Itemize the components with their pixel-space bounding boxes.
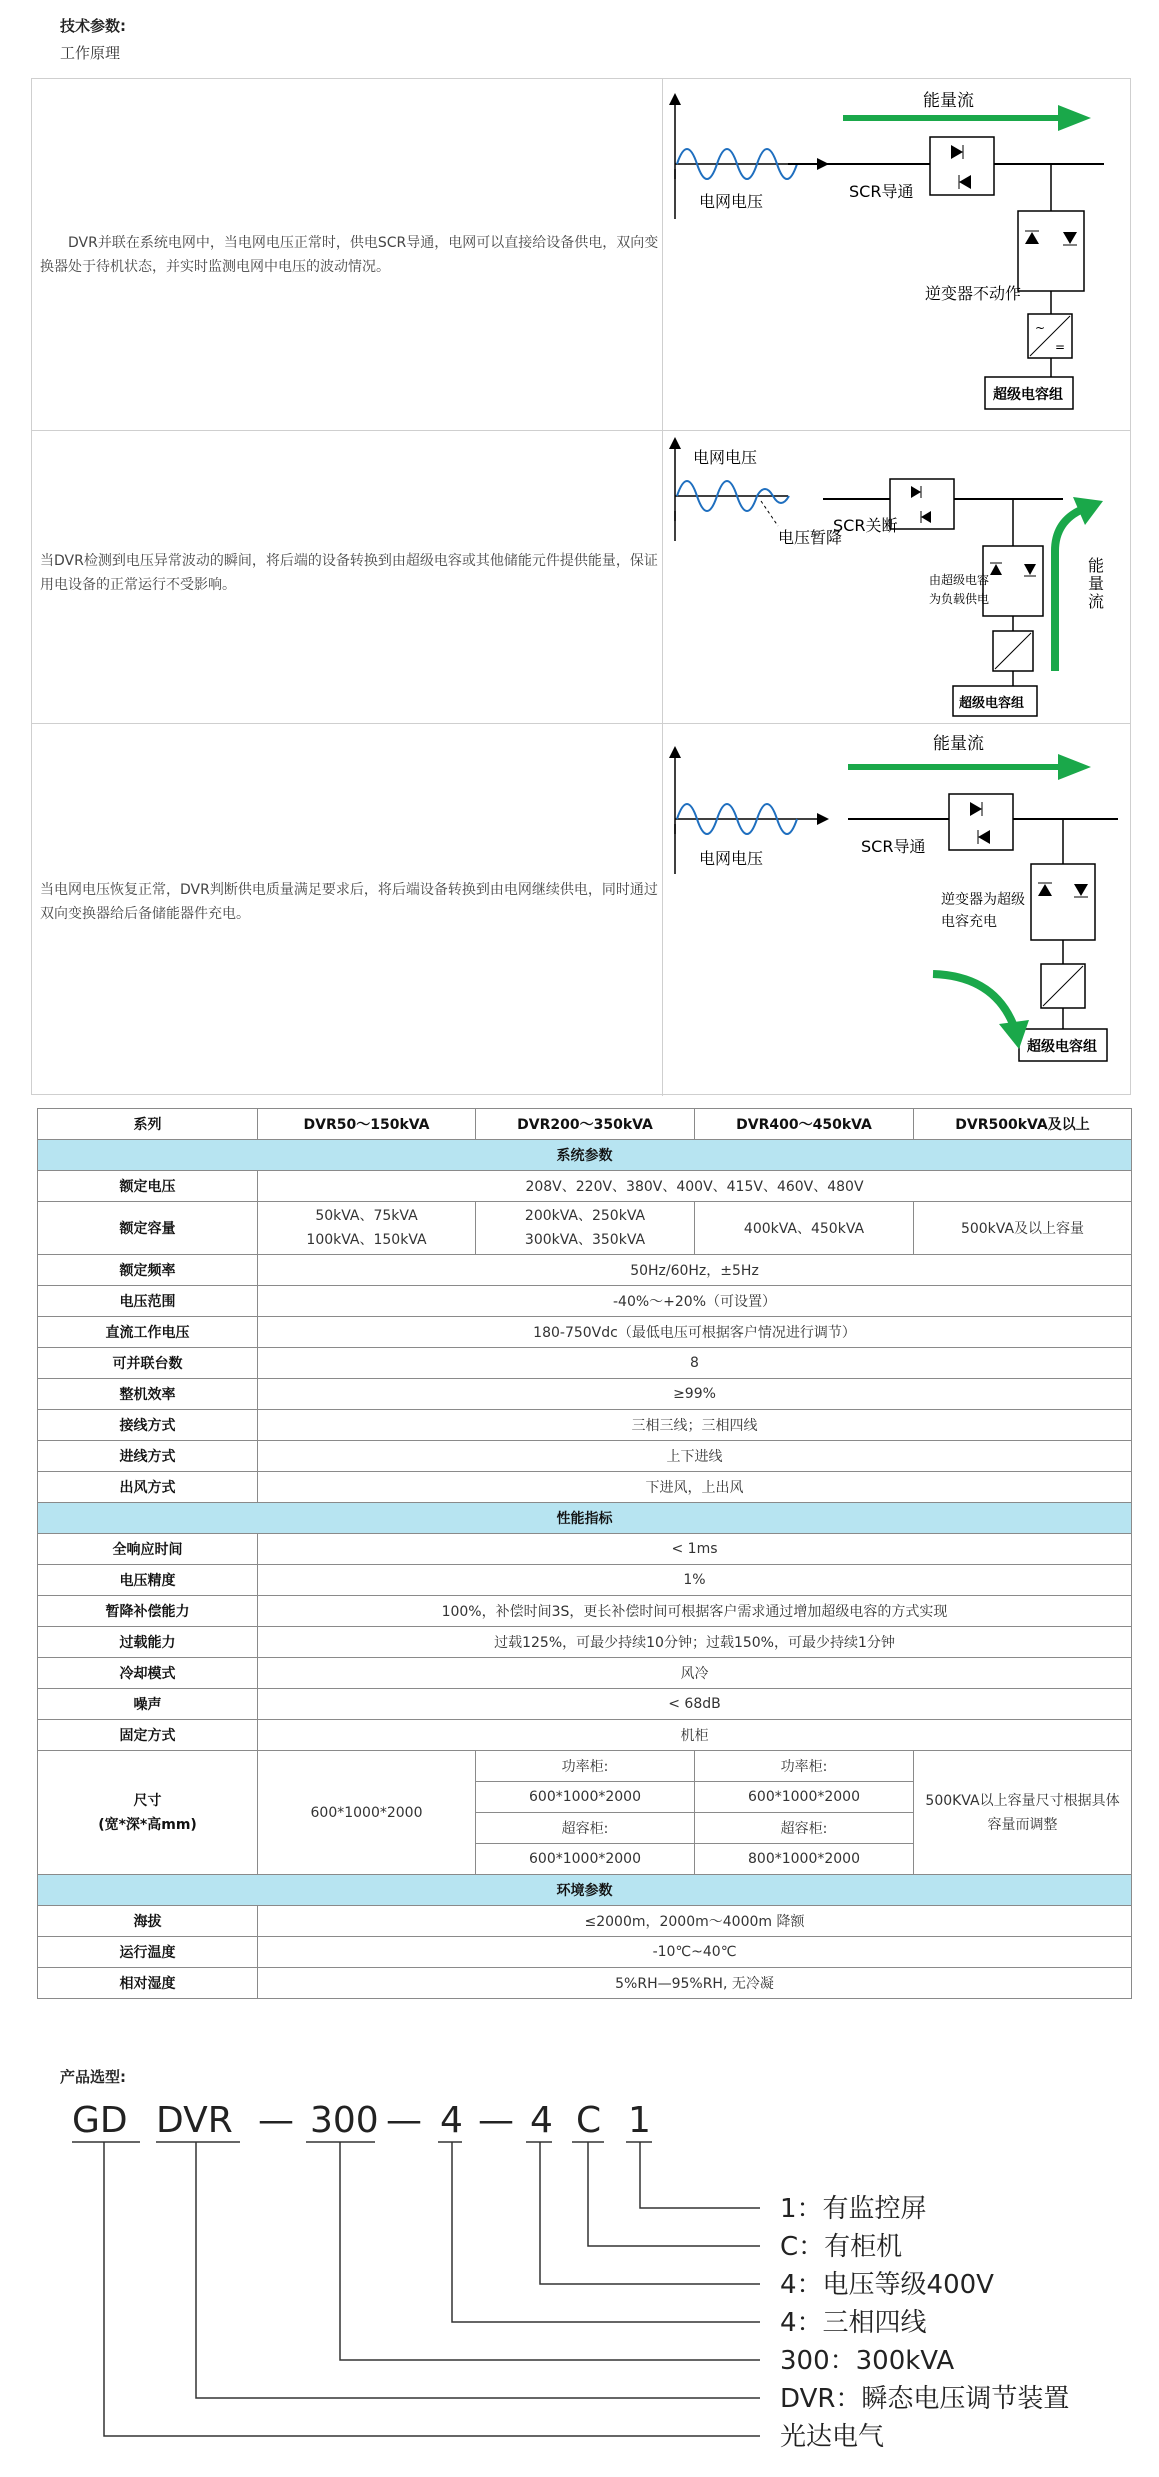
row-value: 上下进线 (258, 1441, 1132, 1472)
row-label: 额定容量 (38, 1202, 258, 1255)
row-value: -40%～+20%（可设置） (258, 1286, 1132, 1317)
table-row (38, 1937, 1132, 1968)
label-grid-voltage-2: 电网电压 (693, 448, 758, 467)
table-row (38, 1472, 1132, 1503)
label-supercap-2: 超级电容组 (959, 696, 1025, 711)
size-power-2: 600*1000*2000 (476, 1782, 695, 1813)
size-col-1: 600*1000*2000 (258, 1751, 476, 1875)
row-value: 风冷 (258, 1658, 1132, 1689)
code-dash-1: — (258, 2100, 294, 2141)
row-label: 整机效率 (38, 1379, 258, 1410)
diagram-recover (663, 724, 1131, 1096)
principle-text-sag: 当DVR检测到电压异常波动的瞬间，将后端的设备转换到由超级电容或其他储能元件提供能量，保证用电设备的正常运行不受影响。 (40, 553, 658, 593)
capacity-col-3: 400kVA、450kVA (695, 1202, 914, 1255)
table-row (38, 1689, 1132, 1720)
meaning-6: DVR：瞬态电压调节装置 (780, 2384, 1070, 2414)
size-cap-3: 800*1000*2000 (695, 1844, 914, 1875)
label-scr: SCR导通 (849, 182, 914, 201)
row-label: 出风方式 (38, 1472, 258, 1503)
principle-text-recover: 当电网电压恢复正常，DVR判断供电质量满足要求后，将后端设备转换到由电网继续供电，同时通过双向变换器给后备储能器件充电。 (40, 882, 658, 922)
size-cap-2: 600*1000*2000 (476, 1844, 695, 1875)
table-row (38, 1379, 1132, 1410)
row-label: 固定方式 (38, 1720, 258, 1751)
table-row (38, 1255, 1132, 1286)
table-row (38, 1596, 1132, 1627)
size-power-3: 600*1000*2000 (695, 1782, 914, 1813)
page-title: 技术参数: (60, 17, 126, 35)
label-supercap-3: 超级电容组 (1027, 1039, 1097, 1055)
row-label: 相对湿度 (38, 1968, 258, 1999)
section-system: 系统参数 (38, 1140, 1132, 1171)
row-value: 下进风，上出风 (258, 1472, 1132, 1503)
principle-text-normal: DVR并联在系统电网中，当电网电压正常时，供电SCR导通，电网可以直接给设备供电，双向变换器处于待机状态，并实时监测电网中电压的波动情况。 (40, 235, 659, 275)
row-value: 100%，补偿时间3S，更长补偿时间可根据客户需求通过增加超级电容的方式实现 (258, 1596, 1132, 1627)
row-label: 额定电压 (38, 1171, 258, 1202)
label-charge-1: 逆变器为超级 (941, 892, 1025, 908)
svg-text:量: 量 (1088, 574, 1105, 593)
row-label: 接线方式 (38, 1410, 258, 1441)
capacity-col-2: 200kVA、250kVA 300kVA、350kVA (476, 1202, 695, 1255)
label-charge-2: 电容充电 (941, 914, 997, 930)
capacity-col-4: 500kVA及以上容量 (914, 1202, 1132, 1255)
model-code-diagram (0, 2080, 1159, 2477)
spec-header-row (38, 1109, 1132, 1140)
code-300: 300 (310, 2100, 379, 2141)
svg-text:~: ~ (1035, 321, 1046, 335)
code-gd: GD (72, 2100, 128, 2141)
row-label: 过载能力 (38, 1627, 258, 1658)
size-power-label-2: 功率柜: (476, 1751, 695, 1782)
row-label: 可并联台数 (38, 1348, 258, 1379)
row-value: 1% (258, 1565, 1132, 1596)
size-cap-label-3: 超容柜: (695, 1813, 914, 1844)
row-value: 机柜 (258, 1720, 1132, 1751)
row-label: 进线方式 (38, 1441, 258, 1472)
row-value: 三相三线；三相四线 (258, 1410, 1132, 1441)
table-row (38, 1348, 1132, 1379)
size-power-label-3: 功率柜: (695, 1751, 914, 1782)
row-value: ≤2000m，2000m～4000m 降额 (258, 1906, 1132, 1937)
label-grid-voltage: 电网电压 (699, 192, 764, 211)
principle-row-recover (32, 724, 1130, 1096)
table-row (38, 1906, 1132, 1937)
section-row (38, 1140, 1132, 1171)
table-row (38, 1720, 1132, 1751)
label-inverter: 逆变器不动作 (925, 284, 1022, 303)
table-row (38, 1565, 1132, 1596)
table-row (38, 1751, 1132, 1782)
diagram-normal (663, 79, 1131, 431)
meaning-7: 光达电气 (780, 2422, 885, 2452)
label-grid-voltage-3: 电网电压 (699, 849, 764, 868)
label-energy-flow-2a: 能 (1088, 556, 1105, 575)
row-label: 冷却模式 (38, 1658, 258, 1689)
model-title: 产品选型: (60, 2068, 126, 2086)
table-row (38, 1171, 1132, 1202)
capacity-col-1: 50kVA、75kVA 100kVA、150kVA (258, 1202, 476, 1255)
row-label: 直流工作电压 (38, 1317, 258, 1348)
label-sag: 电压暂降 (778, 528, 843, 547)
spec-table (37, 1108, 1132, 1999)
code-dvr: DVR (156, 2100, 233, 2141)
label-scr-3: SCR导通 (861, 837, 926, 856)
table-row (38, 1410, 1132, 1441)
section-performance: 性能指标 (38, 1503, 1132, 1534)
size-label: 尺寸 (宽*深*高mm) (38, 1751, 258, 1875)
row-value: 过载125%，可最少持续10分钟；过载150%，可最少持续1分钟 (258, 1627, 1132, 1658)
table-row (38, 1441, 1132, 1472)
table-row (38, 1627, 1132, 1658)
header-col-4: DVR500kVA及以上 (914, 1109, 1132, 1140)
table-row (38, 1317, 1132, 1348)
row-value: 180-750Vdc（最低电压可根据客户情况进行调节） (258, 1317, 1132, 1348)
label-scr-off: SCR关断 (833, 516, 898, 535)
table-row (38, 1658, 1132, 1689)
table-row (38, 1534, 1132, 1565)
table-row (38, 1968, 1132, 1999)
row-value: 50Hz/60Hz，±5Hz (258, 1255, 1132, 1286)
meaning-3: 4：电压等级400V (780, 2270, 994, 2300)
header-series: 系列 (38, 1109, 258, 1140)
header-col-1: DVR50～150kVA (258, 1109, 476, 1140)
diagram-sag (663, 431, 1131, 724)
label-energy-flow-3: 能量流 (933, 734, 984, 754)
meaning-2: C：有柜机 (780, 2232, 903, 2262)
header-col-3: DVR400～450kVA (695, 1109, 914, 1140)
code-1: 1 (628, 2100, 651, 2141)
principle-row-sag (32, 431, 1130, 724)
row-label: 电压范围 (38, 1286, 258, 1317)
principle-table (31, 78, 1131, 1095)
section-environment: 环境参数 (38, 1875, 1132, 1906)
row-value: 8 (258, 1348, 1132, 1379)
meaning-1: 1：有监控屏 (780, 2194, 927, 2224)
row-value: ≥99% (258, 1379, 1132, 1410)
row-label: 全响应时间 (38, 1534, 258, 1565)
size-cap-label-2: 超容柜: (476, 1813, 695, 1844)
row-label: 噪声 (38, 1689, 258, 1720)
row-label: 运行温度 (38, 1937, 258, 1968)
meaning-4: 4：三相四线 (780, 2308, 927, 2338)
row-value: 208V、220V、380V、400V、415V、460V、480V (258, 1171, 1132, 1202)
section-subtitle: 工作原理 (60, 44, 121, 62)
table-row (38, 1202, 1132, 1255)
row-label: 暂降补偿能力 (38, 1596, 258, 1627)
row-value: < 1ms (258, 1534, 1132, 1565)
svg-text:=: = (1055, 340, 1066, 354)
section-row (38, 1875, 1132, 1906)
row-value: 5%RH—95%RH, 无冷凝 (258, 1968, 1132, 1999)
header-col-2: DVR200～350kVA (476, 1109, 695, 1140)
row-label: 海拔 (38, 1906, 258, 1937)
code-dash-3: — (478, 2100, 514, 2141)
table-row (38, 1286, 1132, 1317)
code-4b: 4 (530, 2100, 553, 2141)
label-supply-2: 为负载供电 (929, 592, 990, 606)
code-c: C (576, 2100, 602, 2141)
row-label: 电压精度 (38, 1565, 258, 1596)
row-value: < 68dB (258, 1689, 1132, 1720)
meaning-5: 300：300kVA (780, 2346, 955, 2376)
section-row (38, 1503, 1132, 1534)
row-value: -10℃~40℃ (258, 1937, 1132, 1968)
label-supercap: 超级电容组 (993, 387, 1063, 403)
svg-text:流: 流 (1088, 592, 1105, 611)
code-dash-2: — (386, 2100, 422, 2141)
size-col-4: 500KVA以上容量尺寸根据具体容量而调整 (914, 1751, 1132, 1875)
principle-row-normal (32, 79, 1130, 431)
label-supply-1: 由超级电容 (929, 573, 990, 587)
code-4a: 4 (440, 2100, 463, 2141)
row-label: 额定频率 (38, 1255, 258, 1286)
label-energy-flow: 能量流 (923, 91, 974, 111)
